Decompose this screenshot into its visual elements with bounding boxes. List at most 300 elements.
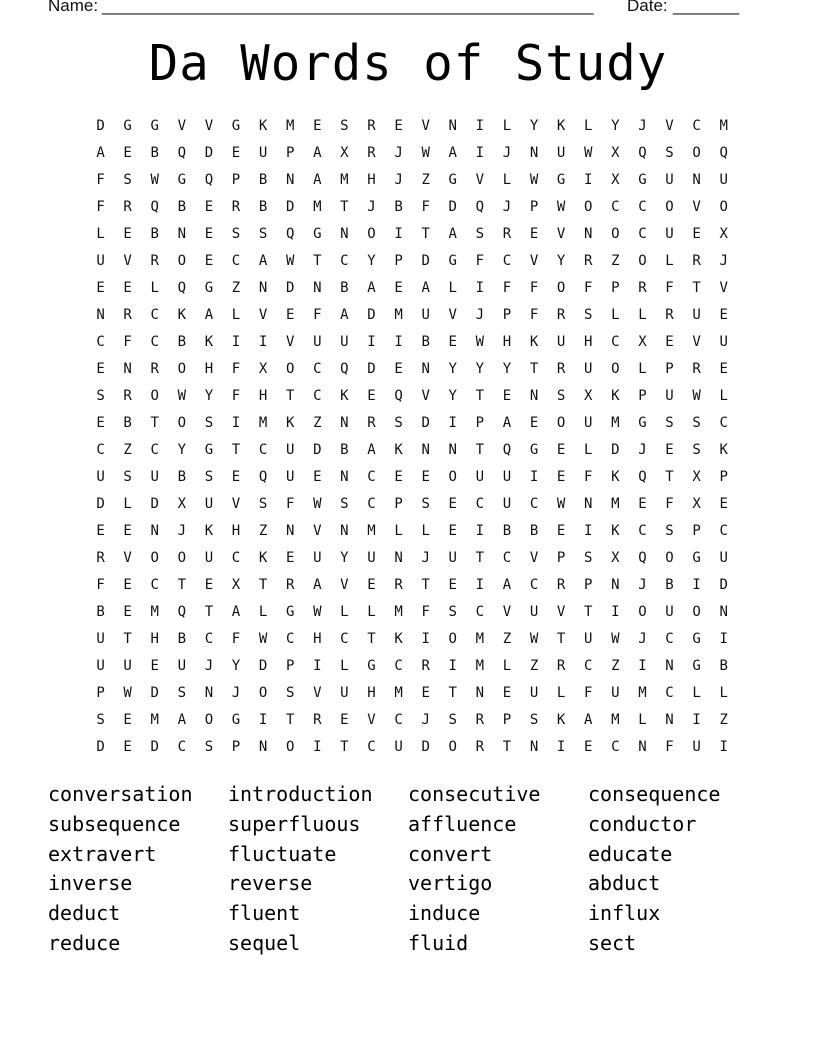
grid-letter: L — [638, 361, 647, 377]
grid-letter: S — [96, 712, 105, 728]
grid-letter: R — [394, 577, 403, 593]
grid-letter: I — [313, 658, 322, 674]
grid-letter: I — [556, 739, 566, 755]
grid-letter: O — [177, 415, 187, 431]
grid-letter: T — [204, 604, 214, 620]
grid-letter: U — [584, 361, 593, 377]
grid-row — [87, 275, 738, 302]
grid-letter: R — [692, 253, 701, 269]
grid-letter: Y — [502, 361, 512, 377]
grid-letter: G — [204, 280, 214, 296]
word-bank-item: conductor — [588, 811, 697, 836]
grid-letter: C — [584, 658, 593, 674]
grid-letter: U — [448, 550, 457, 566]
grid-letter: P — [665, 361, 674, 377]
grid-letter: O — [692, 145, 701, 161]
grid-letter: R — [150, 253, 159, 269]
grid-letter: N — [529, 739, 539, 755]
grid-letter: C — [719, 523, 728, 539]
grid-letter: D — [96, 739, 105, 755]
grid-letter: U — [394, 739, 403, 755]
grid-letter: V — [692, 199, 701, 215]
grid-letter: M — [150, 604, 159, 620]
grid-letter: F — [475, 253, 485, 269]
grid-letter: X — [719, 226, 728, 242]
grid-letter: N — [611, 577, 620, 593]
grid-letter: P — [96, 685, 105, 701]
grid-letter: Q — [502, 442, 512, 458]
grid-letter: K — [394, 631, 403, 647]
grid-letter: P — [394, 496, 403, 512]
grid-letter: U — [611, 685, 620, 701]
grid-letter: L — [611, 307, 620, 323]
grid-letter: S — [665, 415, 674, 431]
grid-letter: P — [502, 712, 512, 728]
grid-letter: O — [448, 469, 457, 485]
grid-letter: H — [502, 334, 512, 350]
grid-letter: Q — [638, 469, 647, 485]
grid-letter: Z — [123, 442, 132, 458]
grid-letter: L — [421, 523, 430, 539]
grid-letter: B — [340, 442, 349, 458]
grid-letter: C — [611, 739, 620, 755]
grid-letter: N — [421, 361, 430, 377]
header — [48, 0, 748, 20]
grid-letter: L — [502, 658, 512, 674]
grid-letter: U — [719, 550, 728, 566]
grid-letter: O — [665, 199, 674, 215]
grid-letter: T — [529, 361, 539, 377]
grid-letter: B — [96, 604, 105, 620]
grid-letter: G — [448, 172, 457, 188]
grid-letter: E — [204, 253, 214, 269]
grid-letter: O — [367, 226, 376, 242]
word-bank-item: subsequence — [48, 811, 181, 836]
grid-letter: M — [367, 523, 376, 539]
grid-letter: E — [692, 226, 701, 242]
grid-row — [87, 707, 738, 734]
grid-letter: K — [556, 118, 566, 134]
grid-letter: J — [502, 199, 512, 215]
grid-letter: N — [584, 226, 593, 242]
grid-letter: E — [584, 739, 593, 755]
grid-letter: U — [584, 631, 593, 647]
grid-letter: I — [475, 145, 485, 161]
grid-letter: K — [204, 523, 214, 539]
grid-letter: N — [448, 442, 457, 458]
grid-letter: I — [529, 469, 539, 485]
grid-letter: Q — [394, 388, 403, 404]
grid-letter: R — [638, 280, 647, 296]
grid-letter: O — [584, 199, 593, 215]
grid-letter: C — [96, 442, 105, 458]
grid-letter: E — [394, 469, 403, 485]
grid-letter: G — [638, 415, 647, 431]
grid-letter: R — [421, 658, 430, 674]
grid-letter: B — [150, 145, 159, 161]
grid-letter: S — [448, 604, 457, 620]
grid-letter: E — [96, 280, 105, 296]
grid-letter: U — [313, 334, 322, 350]
grid-letter: G — [204, 442, 214, 458]
grid-row — [87, 356, 738, 383]
grid-letter: C — [611, 199, 620, 215]
grid-letter: R — [231, 199, 241, 215]
grid-letter: L — [692, 685, 701, 701]
grid-letter: R — [665, 307, 674, 323]
grid-letter: W — [177, 388, 187, 404]
grid-letter: C — [258, 442, 268, 458]
grid-letter: M — [394, 307, 403, 323]
grid-letter: U — [421, 307, 430, 323]
grid-letter: K — [611, 523, 620, 539]
grid-letter: X — [611, 550, 620, 566]
grid-letter: K — [611, 469, 620, 485]
grid-letter: K — [258, 118, 268, 134]
grid-letter: Z — [258, 523, 268, 539]
grid-letter: W — [313, 496, 322, 512]
grid-letter: V — [421, 118, 430, 134]
grid-letter: Q — [638, 550, 647, 566]
grid-letter: G — [448, 253, 457, 269]
grid-letter: E — [394, 361, 403, 377]
grid-row — [87, 113, 738, 140]
grid-letter: U — [96, 658, 105, 674]
grid-letter: T — [285, 712, 295, 728]
grid-letter: O — [692, 604, 701, 620]
grid-letter: I — [719, 739, 728, 755]
grid-letter: U — [719, 334, 728, 350]
grid-letter: U — [719, 172, 728, 188]
grid-letter: S — [394, 415, 403, 431]
grid-letter: M — [611, 415, 620, 431]
grid-letter: E — [96, 361, 105, 377]
grid-letter: S — [231, 226, 241, 242]
word-bank — [48, 780, 768, 959]
grid-letter: Q — [177, 145, 187, 161]
grid-letter: Q — [475, 199, 485, 215]
grid-letter: J — [204, 658, 214, 674]
grid-letter: V — [719, 280, 728, 296]
grid-letter: I — [475, 118, 485, 134]
grid-letter: V — [556, 604, 566, 620]
grid-row — [87, 734, 738, 761]
grid-letter: E — [123, 712, 132, 728]
grid-letter: U — [665, 604, 674, 620]
grid-letter: G — [692, 658, 701, 674]
grid-letter: N — [285, 172, 295, 188]
grid-letter: E — [96, 415, 105, 431]
grid-letter: L — [502, 172, 512, 188]
grid-letter: G — [692, 550, 701, 566]
grid-letter: O — [638, 253, 647, 269]
grid-letter: U — [96, 631, 105, 647]
grid-letter: E — [448, 496, 457, 512]
grid-letter: S — [692, 415, 701, 431]
grid-letter: K — [394, 442, 403, 458]
grid-letter: U — [692, 307, 701, 323]
grid-letter: R — [475, 739, 485, 755]
grid-letter: J — [394, 145, 403, 161]
grid-letter: J — [638, 577, 647, 593]
grid-letter: N — [665, 658, 674, 674]
grid-letter: L — [258, 604, 268, 620]
grid-letter: L — [638, 307, 647, 323]
grid-letter: D — [367, 361, 376, 377]
grid-letter: D — [204, 145, 214, 161]
grid-letter: G — [231, 712, 241, 728]
grid-letter: J — [177, 523, 187, 539]
grid-row — [87, 221, 738, 248]
grid-letter: R — [556, 361, 566, 377]
grid-letter: A — [367, 442, 376, 458]
grid-letter: I — [584, 523, 593, 539]
grid-letter: S — [204, 739, 214, 755]
grid-letter: F — [313, 307, 322, 323]
grid-letter: T — [556, 631, 566, 647]
grid-letter: J — [638, 442, 647, 458]
grid-letter: N — [529, 145, 539, 161]
grid-letter: N — [692, 172, 701, 188]
grid-letter: V — [340, 577, 349, 593]
grid-letter: M — [475, 658, 485, 674]
grid-letter: L — [719, 388, 728, 404]
grid-letter: Z — [611, 658, 620, 674]
grid-letter: B — [719, 658, 728, 674]
grid-letter: G — [231, 118, 241, 134]
grid-letter: U — [150, 469, 159, 485]
grid-letter: M — [340, 172, 349, 188]
grid-letter: S — [204, 415, 214, 431]
grid-letter: L — [394, 523, 403, 539]
grid-letter: S — [340, 118, 349, 134]
grid-letter: H — [231, 523, 241, 539]
grid-letter: H — [367, 685, 376, 701]
grid-letter: F — [584, 280, 593, 296]
grid-letter: R — [150, 361, 159, 377]
grid-letter: Y — [475, 361, 485, 377]
grid-letter: M — [313, 199, 322, 215]
grid-letter: O — [556, 280, 566, 296]
grid-letter: S — [448, 712, 457, 728]
grid-letter: F — [96, 199, 105, 215]
grid-letter: I — [448, 415, 457, 431]
grid-letter: H — [367, 172, 376, 188]
grid-letter: J — [502, 145, 512, 161]
word-bank-item: reverse — [228, 871, 313, 896]
grid-letter: P — [692, 523, 701, 539]
grid-letter: C — [150, 577, 159, 593]
grid-letter: O — [285, 361, 295, 377]
grid-letter: Y — [611, 118, 620, 134]
grid-letter: M — [638, 685, 647, 701]
grid-letter: P — [475, 415, 485, 431]
grid-letter: E — [421, 685, 430, 701]
grid-letter: E — [556, 469, 566, 485]
grid-letter: A — [421, 280, 430, 296]
grid-letter: N — [285, 523, 295, 539]
grid-letter: F — [665, 280, 674, 296]
grid-letter: J — [421, 712, 430, 728]
grid-letter: N — [340, 523, 349, 539]
grid-letter: Y — [367, 253, 376, 269]
grid-letter: D — [611, 442, 620, 458]
grid-letter: W — [529, 631, 539, 647]
grid-letter: N — [96, 307, 105, 323]
grid-letter: F — [665, 739, 674, 755]
grid-letter: L — [96, 226, 105, 242]
grid-letter: D — [150, 496, 159, 512]
grid-letter: D — [96, 496, 105, 512]
grid-letter: G — [692, 631, 701, 647]
grid-letter: D — [285, 280, 295, 296]
grid-letter: G — [367, 658, 376, 674]
grid-letter: V — [475, 172, 485, 188]
word-bank-item: induce — [408, 901, 481, 926]
grid-letter: N — [529, 388, 539, 404]
grid-letter: I — [475, 577, 485, 593]
grid-letter: U — [502, 496, 512, 512]
grid-letter: S — [177, 685, 187, 701]
grid-letter: C — [475, 604, 485, 620]
grid-letter: R — [556, 658, 566, 674]
grid-letter: E — [556, 523, 566, 539]
grid-letter: V — [313, 685, 322, 701]
grid-letter: V — [123, 253, 132, 269]
grid-letter: C — [204, 631, 214, 647]
grid-letter: X — [258, 361, 268, 377]
grid-letter: C — [285, 631, 295, 647]
grid-letter: E — [123, 226, 132, 242]
grid-letter: Y — [177, 442, 187, 458]
grid-letter: F — [584, 469, 593, 485]
grid-letter: J — [421, 550, 430, 566]
grid-letter: O — [258, 685, 268, 701]
grid-letter: E — [123, 739, 132, 755]
grid-letter: S — [258, 496, 268, 512]
grid-letter: E — [285, 550, 295, 566]
grid-letter: G — [638, 172, 647, 188]
grid-letter: C — [475, 496, 485, 512]
grid-letter: C — [611, 334, 620, 350]
grid-letter: D — [421, 739, 430, 755]
grid-letter: E — [150, 658, 159, 674]
grid-letter: P — [285, 145, 295, 161]
grid-letter: L — [584, 118, 593, 134]
grid-letter: T — [231, 442, 241, 458]
grid-letter: O — [177, 361, 187, 377]
grid-letter: W — [692, 388, 701, 404]
grid-letter: V — [177, 118, 187, 134]
grid-letter: C — [340, 253, 349, 269]
grid-letter: M — [611, 496, 620, 512]
grid-letter: E — [285, 307, 295, 323]
grid-letter: U — [285, 442, 295, 458]
grid-letter: W — [123, 685, 132, 701]
grid-letter: C — [394, 658, 403, 674]
grid-row — [87, 329, 738, 356]
grid-letter: N — [258, 739, 268, 755]
grid-letter: N — [394, 550, 403, 566]
grid-letter: O — [150, 550, 159, 566]
grid-letter: R — [367, 415, 376, 431]
grid-letter: T — [150, 415, 159, 431]
grid-letter: L — [502, 118, 512, 134]
grid-letter: A — [258, 253, 268, 269]
grid-letter: O — [177, 550, 187, 566]
grid-letter: B — [150, 226, 159, 242]
grid-letter: C — [231, 253, 241, 269]
word-bank-item: abduct — [588, 871, 661, 896]
grid-letter: U — [692, 739, 701, 755]
grid-letter: E — [394, 280, 403, 296]
grid-letter: O — [204, 712, 214, 728]
date-field-line: _______ — [673, 0, 740, 15]
grid-letter: D — [285, 199, 295, 215]
word-bank-item: superfluous — [228, 811, 361, 836]
word-bank-item: fluid — [408, 930, 469, 955]
grid-letter: C — [502, 550, 512, 566]
grid-letter: S — [123, 469, 132, 485]
grid-letter: S — [258, 226, 268, 242]
grid-letter: R — [123, 307, 132, 323]
grid-letter: O — [719, 199, 728, 215]
grid-letter: S — [692, 442, 701, 458]
grid-letter: T — [367, 631, 376, 647]
grid-letter: X — [638, 334, 647, 350]
grid-letter: B — [340, 280, 349, 296]
grid-letter: X — [231, 577, 241, 593]
grid-letter: V — [367, 712, 376, 728]
grid-letter: T — [340, 739, 349, 755]
grid-letter: J — [638, 631, 647, 647]
grid-letter: I — [367, 334, 376, 350]
grid-letter: W — [313, 604, 322, 620]
grid-letter: R — [313, 712, 322, 728]
grid-letter: D — [96, 118, 105, 134]
grid-letter: B — [665, 577, 674, 593]
grid-letter: Y — [556, 253, 566, 269]
grid-letter: C — [231, 550, 241, 566]
grid-letter: Y — [529, 118, 539, 134]
grid-letter: A — [502, 577, 512, 593]
grid-letter: D — [258, 658, 268, 674]
grid-letter: T — [475, 550, 485, 566]
grid-letter: F — [584, 685, 593, 701]
grid-letter: F — [231, 361, 241, 377]
grid-letter: C — [638, 199, 647, 215]
grid-letter: E — [123, 523, 132, 539]
grid-letter: E — [231, 469, 241, 485]
grid-letter: B — [421, 334, 430, 350]
grid-letter: E — [123, 280, 132, 296]
grid-row — [87, 248, 738, 275]
grid-letter: I — [313, 739, 322, 755]
grid-letter: D — [421, 415, 430, 431]
grid-row — [87, 491, 738, 518]
grid-letter: N — [448, 118, 457, 134]
grid-letter: C — [638, 226, 647, 242]
grid-letter: X — [611, 172, 620, 188]
grid-letter: S — [340, 496, 349, 512]
grid-letter: M — [394, 685, 403, 701]
grid-letter: L — [150, 280, 159, 296]
grid-letter: N — [475, 685, 485, 701]
grid-letter: E — [719, 496, 728, 512]
grid-letter: M — [285, 118, 295, 134]
grid-letter: D — [150, 739, 159, 755]
grid-letter: Q — [719, 145, 728, 161]
